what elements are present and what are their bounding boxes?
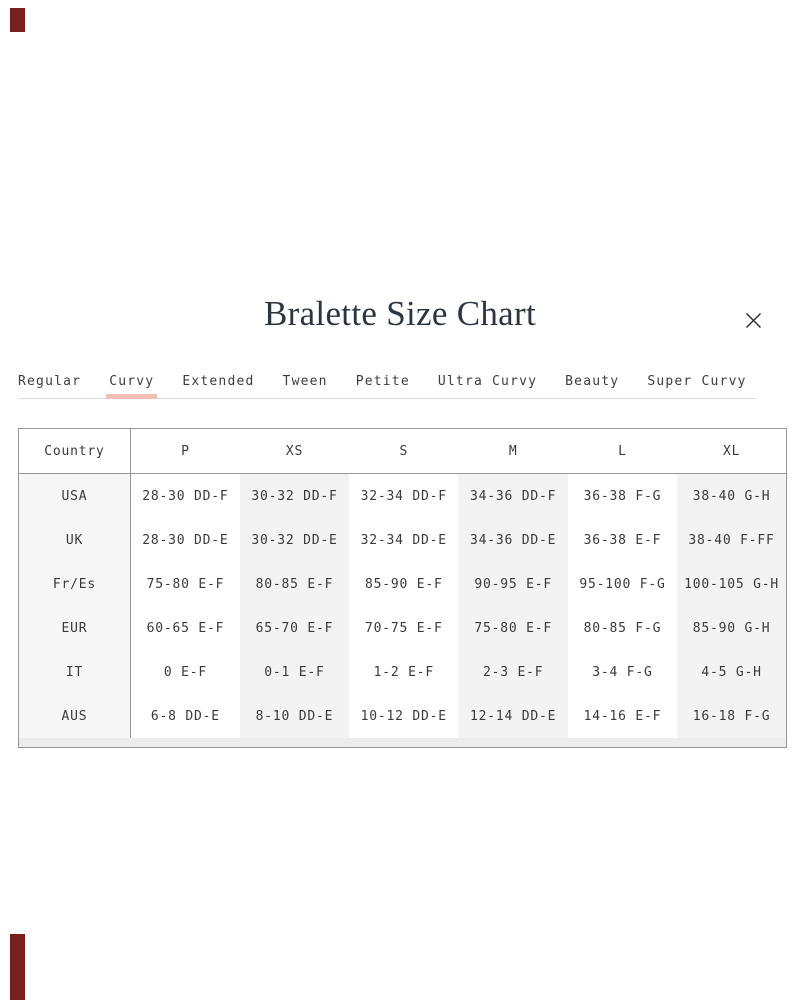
table-row-uk [19, 518, 787, 562]
tab-extended[interactable]: Extended [182, 374, 255, 389]
table-header-row [19, 429, 787, 474]
size-cell: 80-85 F-G [583, 620, 662, 636]
country-cell: USA [19, 474, 131, 519]
table-row-aus [19, 694, 787, 738]
size-cell: 100-105 G-H [677, 562, 786, 606]
size-cell: 0-1 E-F [240, 650, 349, 694]
size-cell: 4-5 G-H [677, 650, 786, 694]
size-cell: 1-2 E-F [373, 664, 435, 680]
table-row-it [19, 650, 787, 694]
size-cell: 65-70 E-F [240, 606, 349, 650]
page-accent-mark-bottom [10, 934, 25, 1000]
tab-curvy[interactable]: Curvy [109, 374, 155, 389]
size-cell: 12-14 DD-E [458, 694, 567, 738]
size-cell: 10-12 DD-E [360, 708, 447, 724]
size-cell: 32-34 DD-F [360, 488, 447, 504]
size-cell: 16-18 F-G [677, 694, 786, 738]
country-cell: Fr/Es [19, 562, 131, 606]
country-cell: UK [19, 518, 131, 562]
size-cell: 38-40 G-H [677, 474, 786, 519]
size-cell: 75-80 E-F [458, 606, 567, 650]
size-cell: 8-10 DD-E [240, 694, 349, 738]
size-cell: 36-38 F-G [583, 488, 662, 504]
size-cell: 32-34 DD-E [360, 532, 447, 548]
size-cell: 95-100 F-G [579, 576, 666, 592]
column-header-country: Country [19, 429, 131, 474]
column-header-l: L [568, 429, 677, 474]
size-cell: 90-95 E-F [458, 562, 567, 606]
close-button[interactable] [742, 309, 764, 331]
tab-super-curvy[interactable]: Super Curvy [647, 374, 747, 389]
size-cell: 38-40 F-FF [677, 518, 786, 562]
close-icon [745, 312, 762, 329]
column-header-xs: XS [240, 429, 349, 474]
table-row-usa [19, 474, 787, 519]
country-cell: AUS [19, 694, 131, 738]
size-cell: 80-85 E-F [240, 562, 349, 606]
size-cell: 6-8 DD-E [150, 708, 220, 724]
tab-tween[interactable]: Tween [282, 374, 328, 389]
size-cell: 34-36 DD-F [458, 474, 567, 519]
column-header-m: M [458, 429, 567, 474]
page-accent-mark-top [10, 8, 25, 32]
size-cell: 14-16 E-F [583, 708, 662, 724]
modal-title: Bralette Size Chart [264, 294, 536, 333]
country-cell: EUR [19, 606, 131, 650]
size-chart-tabs [18, 374, 756, 399]
size-cell: 0 E-F [163, 664, 207, 680]
table-row-eur [19, 606, 787, 650]
size-cell: 75-80 E-F [146, 576, 225, 592]
size-cell: 70-75 E-F [365, 620, 443, 636]
size-cell: 34-36 DD-E [458, 518, 567, 562]
tab-regular[interactable]: Regular [18, 374, 82, 389]
table-row-fr-es [19, 562, 787, 606]
size-cell: 85-90 E-F [365, 576, 443, 592]
column-header-xl: XL [677, 429, 786, 474]
size-cell: 30-32 DD-F [240, 474, 349, 519]
column-header-p: P [131, 429, 240, 474]
tab-ultra-curvy[interactable]: Ultra Curvy [437, 374, 538, 389]
table-body [19, 474, 787, 739]
tab-petite[interactable]: Petite [355, 374, 410, 389]
size-cell: 85-90 G-H [677, 606, 786, 650]
size-cell: 60-65 E-F [146, 620, 225, 636]
column-header-s: S [349, 429, 458, 474]
size-cell: 36-38 E-F [583, 532, 662, 548]
size-cell: 30-32 DD-E [240, 518, 349, 562]
table-cutoff-row [19, 738, 787, 748]
size-chart-table [18, 428, 787, 748]
size-cell: 28-30 DD-E [142, 532, 229, 548]
size-cell: 28-30 DD-F [142, 488, 229, 504]
size-cell: 3-4 F-G [592, 664, 653, 680]
tab-beauty[interactable]: Beauty [565, 374, 620, 389]
country-cell: IT [19, 650, 131, 694]
size-cell: 2-3 E-F [458, 650, 567, 694]
